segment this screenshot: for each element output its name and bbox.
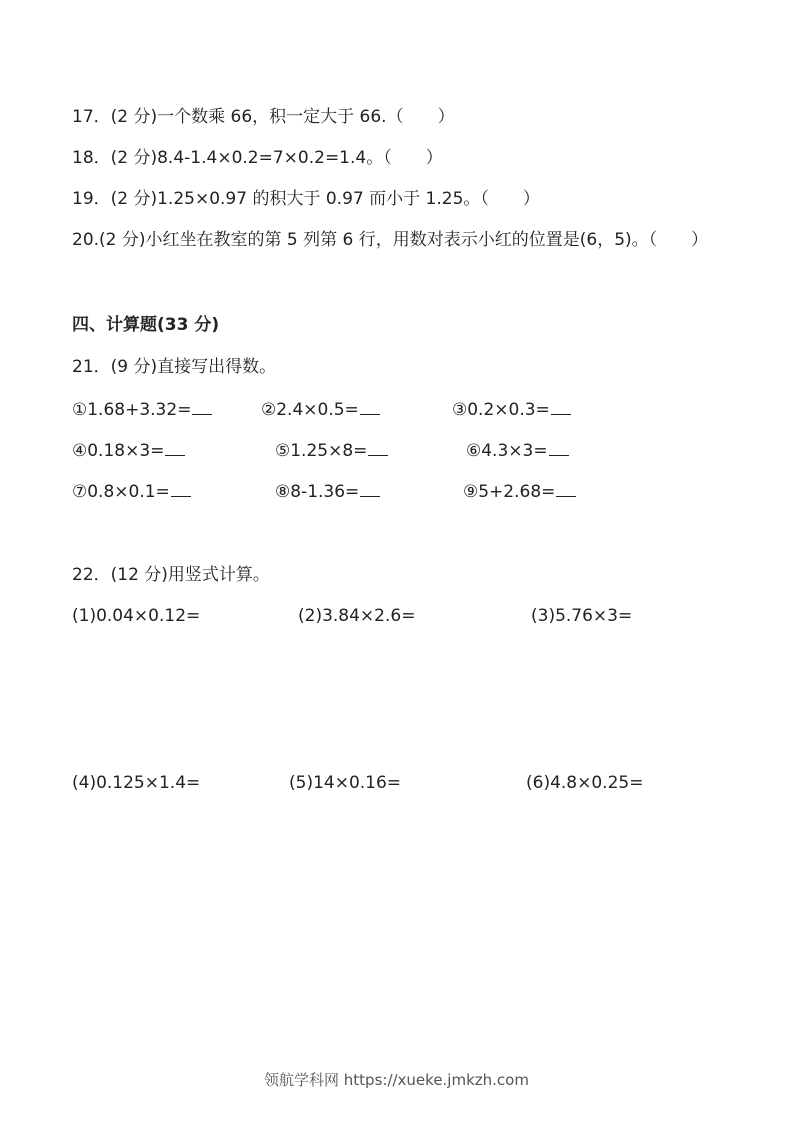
question-18: 18．(2 分)8.4-1.4×0.2=7×0.2=1.4。（ ） bbox=[72, 148, 443, 168]
mental-math-expression: ④0.18×3= bbox=[72, 441, 165, 461]
question-22-title: 22．(12 分)用竖式计算。 bbox=[72, 565, 270, 585]
vertical-calc-item: (5)14×0.16= bbox=[289, 773, 402, 793]
answer-blank bbox=[165, 439, 185, 456]
mental-math-item bbox=[466, 439, 569, 462]
mental-math-expression: ⑦0.8×0.1= bbox=[72, 482, 170, 502]
question-19: 19．(2 分)1.25×0.97 的积大于 0.97 而小于 1.25。（ ） bbox=[72, 189, 540, 209]
section-heading: 四、计算题(33 分) bbox=[72, 315, 220, 335]
mental-math-item bbox=[72, 398, 212, 421]
mental-math-item bbox=[452, 398, 571, 421]
mental-math-item bbox=[463, 480, 576, 503]
mental-math-expression: ⑤1.25×8= bbox=[275, 441, 368, 461]
vertical-calc-item: (4)0.125×1.4= bbox=[72, 773, 201, 793]
vertical-calc-item: (6)4.8×0.25= bbox=[526, 773, 644, 793]
answer-blank bbox=[360, 480, 380, 497]
mental-math-expression: ⑧8-1.36= bbox=[275, 482, 360, 502]
mental-math-item bbox=[275, 439, 388, 462]
question-17: 17．(2 分)一个数乘 66，积一定大于 66.（ ） bbox=[72, 107, 455, 127]
vertical-calc-item: (2)3.84×2.6= bbox=[298, 606, 416, 626]
mental-math-item bbox=[72, 439, 185, 462]
answer-blank bbox=[368, 439, 388, 456]
mental-math-expression: ①1.68+3.32= bbox=[72, 400, 192, 420]
answer-blank bbox=[360, 398, 380, 415]
mental-math-expression: ⑨5+2.68= bbox=[463, 482, 556, 502]
mental-math-expression: ②2.4×0.5= bbox=[261, 400, 359, 420]
vertical-calc-item: (1)0.04×0.12= bbox=[72, 606, 201, 626]
mental-math-item bbox=[72, 480, 191, 503]
question-21-title: 21．(9 分)直接写出得数。 bbox=[72, 357, 277, 377]
mental-math-expression: ③0.2×0.3= bbox=[452, 400, 550, 420]
answer-blank bbox=[556, 480, 576, 497]
vertical-calc-item: (3)5.76×3= bbox=[531, 606, 633, 626]
answer-blank bbox=[549, 439, 569, 456]
question-20: 20.(2 分)小红坐在教室的第 5 列第 6 行，用数对表示小红的位置是(6，5)。（ ） bbox=[72, 230, 709, 250]
page-footer: 领航学科网 https://xueke.jmkzh.com bbox=[264, 1071, 529, 1089]
mental-math-item bbox=[261, 398, 380, 421]
mental-math-item bbox=[275, 480, 380, 503]
answer-blank bbox=[192, 398, 212, 415]
answer-blank bbox=[551, 398, 571, 415]
answer-blank bbox=[171, 480, 191, 497]
mental-math-expression: ⑥4.3×3= bbox=[466, 441, 548, 461]
